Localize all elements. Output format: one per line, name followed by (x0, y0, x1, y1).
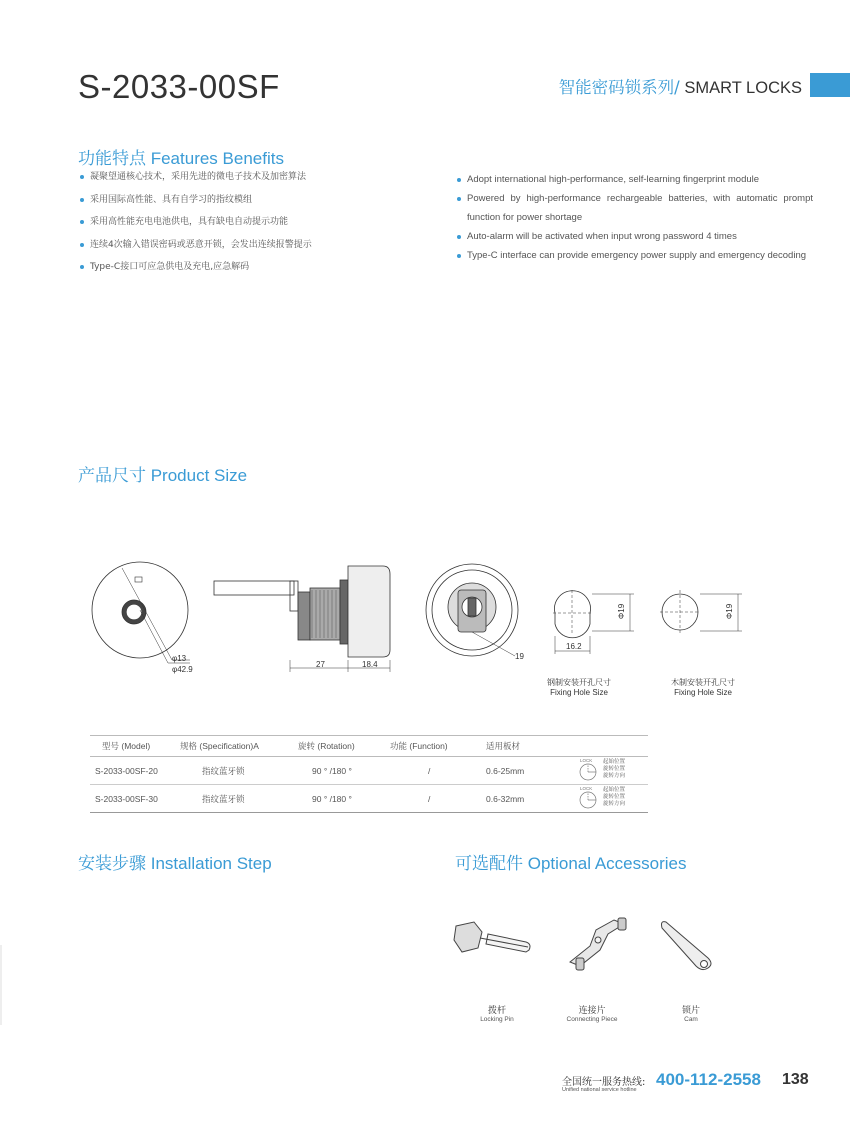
feature-item: 连续4次输入错误密码或恶意开锁，会发出连续报警提示 (78, 239, 418, 262)
table-row (90, 785, 648, 813)
legend-item: 起始位置 (603, 758, 626, 765)
features-title-en: Features Benefits (146, 149, 284, 168)
accessory-label-en: Cam (684, 1016, 698, 1023)
legend-item: 起始位置 (603, 786, 626, 793)
legend-item: 旋转位置 (603, 793, 626, 800)
features-title-cn: 功能特点 (78, 149, 146, 169)
edge-mark (0, 945, 2, 1025)
lock-text: LOCK (580, 785, 593, 791)
installation-title (78, 849, 272, 874)
series-title-cn: 智能密码锁系列/ (558, 78, 680, 97)
col-header: 功能 (Function) (390, 736, 486, 757)
accessories-title-en: Optional Accessories (523, 854, 687, 873)
table-cell: 指纹蓝牙锁 (180, 785, 298, 813)
hotline-number: 400-112-2558 (656, 1070, 761, 1089)
dim-d42: φ42.9 (172, 665, 193, 674)
feature-item: Adopt international high-performance, self-learning fingerprint module (455, 170, 813, 189)
rotation-diagram (576, 785, 648, 813)
locking-pin-drawing (454, 922, 530, 952)
front-view-drawing (92, 562, 190, 663)
feature-item: Type-C接口可应急供电及充电,应急解码 (78, 261, 418, 284)
product-size-title-cn: 产品尺寸 (78, 466, 146, 486)
wood-hole-label-en: Fixing Hole Size (674, 688, 732, 697)
table-cell: 指纹蓝牙锁 (180, 757, 298, 785)
side-view-drawing (214, 566, 390, 672)
legend-item: 旋转位置 (603, 765, 626, 772)
accessory-locking-pin (452, 1003, 542, 1023)
table-cell: / (390, 757, 486, 785)
hotline-label-en: Unified national service hotline (562, 1087, 637, 1093)
connecting-piece-drawing (570, 918, 626, 970)
steel-hole-label-en: Fixing Hole Size (550, 688, 608, 697)
col-header: 适用板材 (486, 736, 576, 757)
accessories-title (455, 849, 686, 874)
table-row (90, 757, 648, 785)
page-number: 138 (782, 1071, 809, 1088)
dim-w16: 16.2 (566, 642, 582, 651)
feature-item: Type-C interface can provide emergency power supply and emergency decoding (455, 246, 813, 265)
col-header: 规格 (Specification)A (180, 736, 298, 757)
hotline-label-cn: 全国统一服务热线: (562, 1077, 646, 1088)
dim-phi19-wood: Φ19 (725, 603, 735, 620)
accessory-label-en: Locking Pin (480, 1016, 514, 1023)
col-header: 旋转 (Rotation) (298, 736, 390, 757)
accessory-label-en: Connecting Piece (566, 1016, 618, 1023)
series-title-en: SMART LOCKS (679, 79, 802, 97)
dim-len18: 18.4 (362, 660, 378, 669)
steel-hole-drawing (551, 590, 634, 654)
spec-table (90, 735, 648, 813)
dim-len27: 27 (316, 660, 325, 669)
col-header (576, 736, 648, 757)
col-header: 型号 (Model) (90, 736, 180, 757)
installation-title-en: Installation Step (146, 854, 272, 873)
dim-w19: 19 (515, 652, 524, 661)
back-view-drawing (426, 564, 518, 656)
table-cell: / (390, 785, 486, 813)
accessory-label-cn: 锁片 (681, 1006, 700, 1016)
accessory-connecting-piece (547, 1003, 637, 1023)
table-cell: S-2033-00SF-20 (90, 757, 180, 785)
accessories-drawings (440, 900, 740, 990)
legend-item: 旋转方向 (603, 800, 626, 807)
accessories-title-cn: 可选配件 (455, 854, 523, 874)
model-title: S-2033-00SF (78, 68, 280, 105)
table-header-row (90, 736, 648, 757)
accessory-cam (646, 1003, 736, 1023)
cam-drawing (662, 922, 712, 970)
dim-phi19-steel: Φ19 (617, 603, 627, 620)
table-cell: 90 ° /180 ° (298, 785, 390, 813)
steel-hole-label-cn: 钢制安装开孔尺寸 (547, 678, 611, 687)
accessory-label-cn: 拨杆 (487, 1006, 506, 1016)
dim-d13: φ13 (172, 654, 187, 663)
table-cell: 90 ° /180 ° (298, 757, 390, 785)
accessory-label-cn: 连接片 (578, 1006, 606, 1016)
legend-item: 旋转方向 (603, 772, 626, 779)
feature-item: Powered by high-performance rechargeable batteries, with automatic prompt function for power shortage (455, 189, 813, 227)
lock-text: LOCK (580, 757, 593, 763)
feature-item: 采用国际高性能、具有自学习的指纹模组 (78, 194, 418, 217)
table-cell: S-2033-00SF-30 (90, 785, 180, 813)
table-cell: 0.6-32mm (486, 785, 576, 813)
product-size-title-en: Product Size (146, 466, 248, 485)
table-cell: 0.6-25mm (486, 757, 576, 785)
feature-item: 凝聚望通核心技术，采用先进的微电子技术及加密算法 (78, 171, 418, 194)
wood-hole-label-cn: 木制安装开孔尺寸 (671, 678, 735, 687)
installation-title-cn: 安装步骤 (78, 854, 146, 874)
rotation-diagram (576, 757, 648, 785)
feature-item: 采用高性能充电电池供电，具有缺电自动提示功能 (78, 216, 418, 239)
feature-item: Auto-alarm will be activated when input wrong password 4 times (455, 227, 813, 246)
